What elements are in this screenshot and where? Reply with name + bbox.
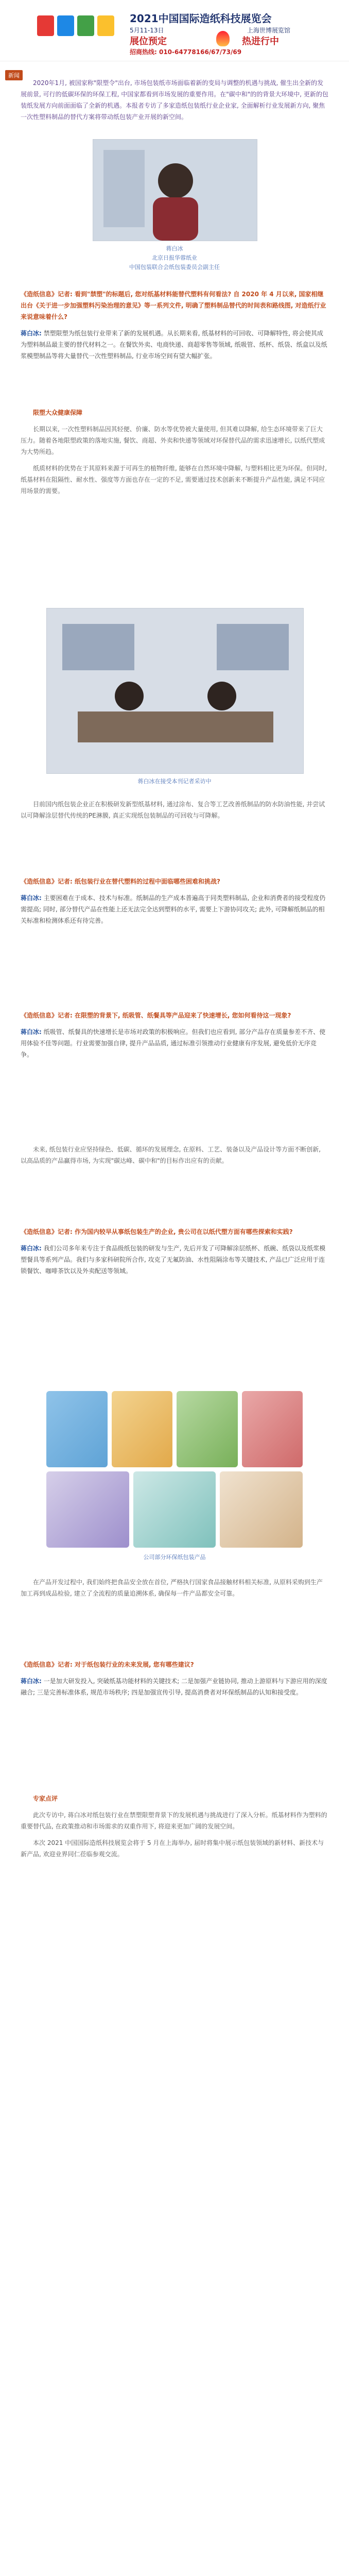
qa5-question-text: 《造纸信息》记者: 对于纸包装行业的未来发展, 您有哪些建议? — [21, 1661, 194, 1668]
qa1-answer-text: 禁塑限塑为纸包装行业带来了新的发展机遇。从长期来看, 纸基材料的可回收、可降解特性, 将会使其成为塑料制品最主要的替代材料之一。在餐饮外卖、电商快递、商超零售等领域, 纸吸管、纸杯、纸袋、纸盒以及纸浆模塑制品等将大量替代一次性塑料制品, 行业市场空间有望大幅扩张。 — [21, 330, 327, 360]
logo-tile-yellow — [97, 15, 114, 36]
interviewee-photo-art — [93, 140, 257, 241]
qa-block-1 — [21, 289, 328, 367]
qa2-answer-label: 蒋白冰: — [21, 894, 42, 902]
paragraph-5: 在产品开发过程中, 我们始终把食品安全放在首位, 严格执行国家食品接触材料相关标准, 从原料采购到生产加工再到成品检验, 建立了全流程的质量追溯体系, 确保每一件产品都安全可靠。 — [21, 1579, 323, 1597]
product-image-4 — [242, 1391, 303, 1467]
logo-tile-red — [37, 15, 54, 36]
product-image-2 — [112, 1391, 173, 1467]
interview-photo-caption: 蒋白冰在接受本刊记者采访中 — [137, 778, 212, 785]
banner-dates: 5月11-13日 — [130, 27, 164, 34]
qa4-question-text: 《造纸信息》记者: 作为国内较早从事纸包装生产的企业, 贵公司在以纸代塑方面有哪些探索和实践? — [21, 1228, 293, 1235]
exhibition-logo — [37, 15, 114, 36]
qa5-answer-label: 蒋白冰: — [21, 1677, 42, 1685]
qa3-answer-text: 纸吸管、纸餐具的快速增长是市场对政策的积极响应。但我们也应看到, 部分产品存在质量参差不齐、使用体验不佳等问题。行业需要加强自律, 提升产品品质, 通过标准引领推动行业健康有序发展, 避免低价无序竞争。 — [21, 1028, 326, 1058]
body-section-3 — [21, 1144, 328, 1172]
qa1-question — [21, 289, 328, 323]
qa2-answer-text: 主要困难在于成本、技术与标准。纸制品的生产成本普遍高于同类塑料制品, 企业和消费者的接受程度仍需提高; 同时, 部分替代产品在性能上还无法完全达到塑料的水平, 需要上下游协同攻关; 此外, 可降解纸制品的相关标准和检测体系还有待完善。 — [21, 894, 326, 924]
qa5-answer — [21, 1675, 328, 1698]
logo-tile-green — [77, 15, 94, 36]
body-section-2 — [21, 799, 328, 826]
qa-block-2 — [21, 876, 328, 931]
intro-paragraph — [21, 77, 328, 128]
flame-icon — [216, 31, 230, 46]
interviewee-photo — [93, 139, 257, 241]
product-image-1 — [46, 1391, 108, 1467]
paragraph-6: 此次专访中, 蒋白冰对纸包装行业在禁塑限塑背景下的发展机遇与挑战进行了深入分析。纸基材料作为塑料的重要替代品, 在政策推动和市场需求的双重作用下, 将迎来更加广阔的发展空间。 — [21, 1811, 327, 1830]
banner-hotline: 招商热线: 010-64778166/67/73/69 — [130, 48, 242, 56]
qa-block-5 — [21, 1659, 328, 1703]
exhibition-banner[interactable] — [0, 0, 349, 61]
qa2-question — [21, 876, 328, 887]
qa4-answer — [21, 1243, 328, 1277]
product-gallery — [46, 1391, 303, 1467]
qa4-answer-label: 蒋白冰: — [21, 1245, 42, 1252]
highlight-2 — [21, 1793, 328, 1804]
banner-hot: 热进行中 — [242, 36, 279, 47]
highlight-1-text: 限塑大众健康保障 — [33, 409, 83, 416]
banner-title: 2021中国国际造纸科技展览会 — [130, 12, 272, 25]
product-gallery-2 — [46, 1471, 303, 1548]
paragraph-1: 长期以来, 一次性塑料制品因其轻便、价廉、防水等优势被大量使用, 但其难以降解, 给生态环境带来了巨大压力。随着各地限塑政策的落地实施, 餐饮、商超、外卖和快递等领域对环保替代品的需求迅速增长, 以纸代塑成为大势所趋。 — [21, 426, 325, 455]
qa-block-4 — [21, 1226, 328, 1282]
interview-photo — [46, 608, 304, 774]
qa5-question — [21, 1659, 328, 1670]
banner-booth: 展位预定 — [130, 36, 167, 47]
qa1-answer-label: 蒋白冰: — [21, 330, 42, 337]
qa2-question-text: 《造纸信息》记者: 纸包装行业在替代塑料的过程中面临哪些困难和挑战? — [21, 878, 220, 885]
qa1-question-text: 《造纸信息》记者: 看到"禁塑"的标题后, 您对纸基材料能替代塑料有何看法? 自 2020 年 4 月以来, 国家相继出台《关于进一步加强塑料污染治理的意见》等一系列文件, 明确了塑料制品替代的时间表和路线图, 对造纸行业来说意味着什么? — [21, 291, 326, 320]
highlight-1 — [21, 407, 328, 418]
qa3-answer-label: 蒋白冰: — [21, 1028, 42, 1036]
news-tag: 新闻 — [5, 70, 23, 80]
product-image-7 — [220, 1471, 303, 1548]
intro-text: 2020年1月, 被国家称"限塑令"出台, 市场包装纸市场面临着新的变局与调整的机遇与挑战, 催生出全新的发展前景, 可行的低碳环保的环保工程, 中国家都看到市场发展的重要作用。在"碳中和"的的背景大环境中, 更新的包装纸发展方向前面面临了全新的机遇。本报者专访了多家造纸包装纸行业企业家, 全面解析行业发展新方向, 聚焦一次性塑料制品的替代方案将带动纸包装产业开展的新空间。 — [21, 79, 328, 121]
qa4-question — [21, 1226, 328, 1238]
paragraph-3: 目前国内纸包装企业正在积极研发新型纸基材料, 通过涂布、复合等工艺改善纸制品的防水防油性能, 并尝试以可降解涂层替代传统的PE淋膜, 真正实现纸包装制品的可回收与可降解。 — [21, 801, 325, 819]
person-title-2: 中国包装联合会纸包装委员会副主任 — [129, 264, 220, 270]
products-caption: 公司部分环保纸包装产品 — [143, 1554, 206, 1561]
qa4-answer-text: 我们公司多年来专注于食品级纸包装的研发与生产, 先后开发了可降解涂层纸杯、纸碗、纸袋以及纸浆模塑餐具等系列产品。我们与多家科研院所合作, 攻克了无氟防油、水性阻隔涂布等关键技术, 产品已广泛应用于连锁餐饮、咖啡茶饮以及外卖配送等领域。 — [21, 1245, 326, 1275]
body-section-5 — [21, 1793, 328, 1865]
logo-tile-blue — [57, 15, 74, 36]
person-name: 蒋白冰 — [166, 245, 183, 252]
qa1-answer — [21, 328, 328, 362]
body-section-4 — [21, 1577, 328, 1604]
qa3-question — [21, 1010, 328, 1021]
product-image-5 — [46, 1471, 129, 1548]
product-image-3 — [177, 1391, 238, 1467]
qa5-answer-text: 一是加大研发投入, 突破纸基功能材料的关键技术; 二是加强产业链协同, 推动上游原料与下游应用的深度融合; 三是完善标准体系, 规范市场秩序; 四是加强宣传引导, 提高消费者对环保纸制品的认知和接受度。 — [21, 1677, 327, 1696]
product-image-6 — [133, 1471, 216, 1548]
qa2-answer — [21, 892, 328, 926]
highlight-2-text: 专家点评 — [33, 1795, 58, 1802]
qa-block-3 — [21, 1010, 328, 1065]
banner-venue: 上海世博展览馆 — [247, 27, 290, 34]
person-title-1: 北京日报华蓉纸业 — [152, 255, 197, 261]
person-caption — [0, 244, 349, 272]
qa3-question-text: 《造纸信息》记者: 在限塑的背景下, 纸吸管、纸餐具等产品迎来了快速增长, 您如何看待这一现象? — [21, 1012, 291, 1019]
paragraph-7: 本次 2021 中国国际造纸科技展览会将于 5 月在上海举办, 届时将集中展示纸包装领域的新材料、新技术与新产品, 欢迎业界同仁莅临参观交流。 — [21, 1839, 324, 1858]
paragraph-2: 纸质材料的优势在于其原料来源于可再生的植物纤维, 能够在自然环境中降解, 与塑料相比更为环保。但同时, 纸基材料在阻隔性、耐水性、强度等方面也存在一定的不足, 需要通过技术创新来不断提升产品性能, 满足不同应用场景的需要。 — [21, 465, 327, 495]
interview-photo-art — [47, 608, 303, 773]
body-section-1 — [21, 407, 328, 502]
paragraph-4: 未来, 纸包装行业应坚持绿色、低碳、循环的发展理念, 在原料、工艺、装备以及产品设计等方面不断创新, 以高品质的产品赢得市场, 为实现"碳达峰、碳中和"的目标作出应有的贡献。 — [21, 1146, 321, 1164]
qa3-answer — [21, 1026, 328, 1060]
